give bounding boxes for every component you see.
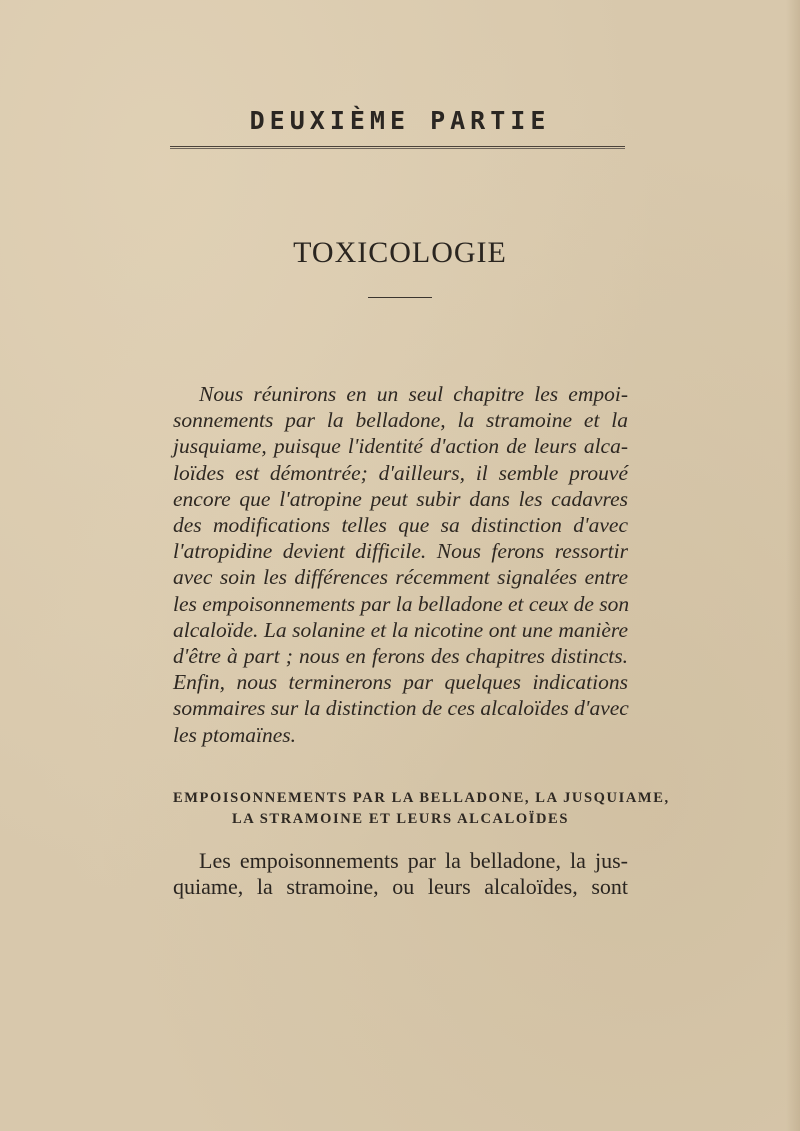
intro-line: jusquiame, puisque l'identité d'action de leurs alca- [173, 434, 628, 459]
intro-line: d'être à part ; nous en ferons des chapitres distincts. [173, 644, 628, 669]
intro-line: sonnements par la belladone, la stramoine et la [173, 408, 628, 433]
chapter-subheading [173, 788, 670, 830]
intro-line: sommaires sur la distinction de ces alcaloïdes d'avec [173, 696, 629, 721]
intro-line: loïdes est démontrée; d'ailleurs, il semble prouvé [173, 460, 628, 485]
intro-paragraph [173, 381, 628, 748]
page-edge-shadow [786, 0, 800, 1131]
section-title: TOXICOLOGIE [293, 236, 507, 269]
intro-line: les ptomaïnes. [173, 722, 297, 747]
subheading-line: LA STRAMOINE ET LEURS ALCALOÏDES [232, 811, 569, 827]
subheading-line: EMPOISONNEMENTS PAR LA BELLADONE, LA JUSQUIAME, [173, 790, 670, 806]
body-paragraph [173, 848, 628, 900]
intro-line: avec soin les différences récemment signalées entre [173, 565, 628, 590]
intro-line: encore que l'atropine peut subir dans les cadavres [173, 486, 628, 511]
part-heading-rule [170, 146, 625, 149]
intro-line: Enfin, nous terminerons par quelques indications [173, 670, 628, 695]
intro-line: des modifications telles que sa distinction d'avec [173, 513, 628, 538]
intro-line: Nous réunirons en un seul chapitre les empoi- [199, 382, 628, 406]
section-title-rule [368, 297, 432, 298]
body-line: Les empoisonnements par la belladone, la jus- [199, 848, 628, 873]
intro-line: l'atropidine devient difficile. Nous ferons ressortir [173, 539, 628, 564]
body-line: quiame, la stramoine, ou leurs alcaloïdes, sont [173, 874, 628, 899]
part-heading: DEUXIÈME PARTIE [249, 106, 551, 135]
intro-line: alcaloïde. La solanine et la nicotine ont une manière [173, 617, 628, 642]
intro-line: les empoisonnements par la belladone et ceux de son [173, 591, 630, 616]
